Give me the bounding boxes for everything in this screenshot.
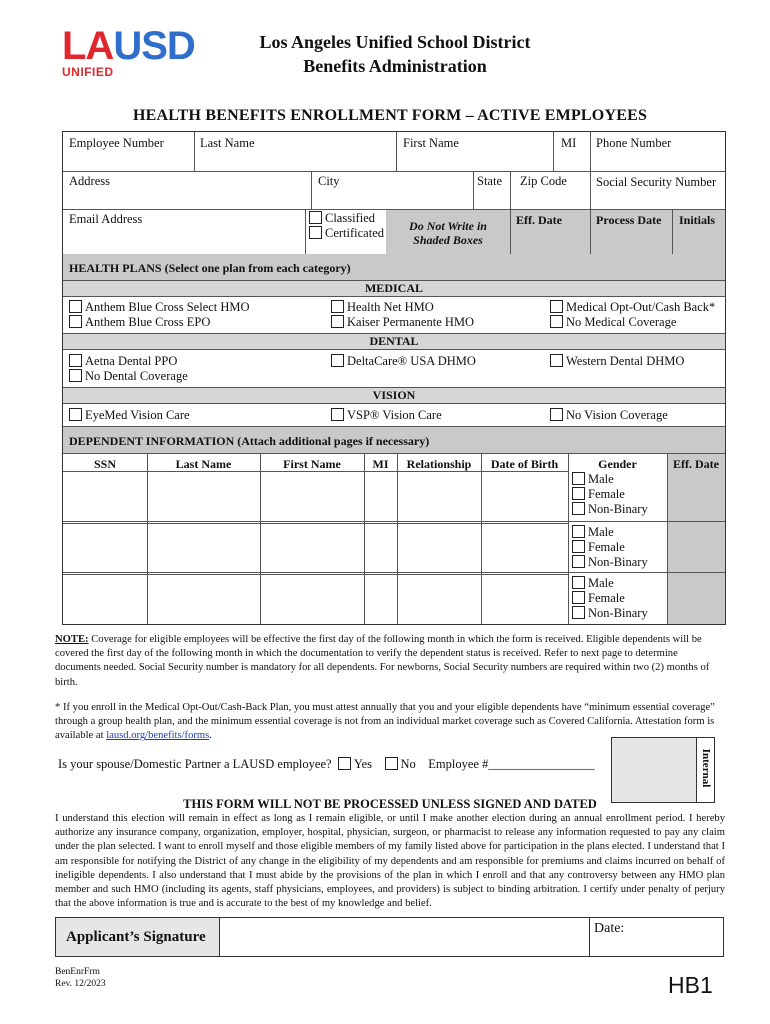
date-field[interactable]: Date: <box>589 918 723 956</box>
spouse-yes-checkbox[interactable] <box>338 757 351 770</box>
department-name: Benefits Administration <box>303 56 487 76</box>
checkbox[interactable] <box>69 315 82 328</box>
checkbox[interactable] <box>572 591 585 604</box>
medical-option[interactable]: Anthem Blue Cross Select HMO <box>69 300 250 315</box>
optout-text: * If you enroll in the Medical Opt-Out/Cash-Back Plan, you must attest annually that you and your eligible dependents have “minimum essential coverage” through a group health plan, and the minimum essential coverage is not from an individual market coverage such as Covered California. Attestation form is available at <box>55 702 715 742</box>
dental-option[interactable]: Aetna Dental PPO <box>69 354 177 369</box>
gender-male[interactable]: Male <box>572 472 614 487</box>
spouse-question: Is your spouse/Domestic Partner a LAUSD employee? <box>58 757 332 771</box>
col-relationship: Relationship <box>406 457 472 471</box>
medical-option[interactable]: Health Net HMO <box>331 300 434 315</box>
checkbox[interactable] <box>69 369 82 382</box>
spouse-no-label: No <box>400 757 416 771</box>
address-label: Address <box>69 174 110 188</box>
checkbox[interactable] <box>550 315 563 328</box>
vision-option[interactable]: No Vision Coverage <box>550 408 668 423</box>
certificated-checkbox[interactable] <box>309 226 322 239</box>
checkbox[interactable] <box>550 408 563 421</box>
col-first-name: First Name <box>283 457 341 471</box>
benefits-forms-link[interactable]: lausd.org/benefits/forms <box>106 730 210 742</box>
gender-male[interactable]: Male <box>572 576 614 591</box>
col-eff-date: Eff. Date <box>673 457 719 471</box>
medical-option[interactable]: Kaiser Permanente HMO <box>331 315 474 330</box>
legal-attestation: I understand this election will remain in effect as long as I remain eligible, or until I make another election during an annual enrollment period. I hereby authorize any insurance company, organization, employer, hospital, physician, surgeon, or pharmacist to release any information requested to pay any claim under the plan selected. I want to enroll myself and those eligible members of my family listed above for participation in the plans elected. I understand that I am responsible for notifying the District of any change in the eligibility of my dependents and am responsible for premiums and claims incurred on behalf of ineligible dependents. I also understand that I must abide by the provisions of the plan in which I enroll and that any controversy between any HMO plan member and such HMO (including its agents, staff physicians, employees, and providers) is subject to binding arbitration. I certify under penalty of perjury that the above information is true and is accurate to the best of my knowledge and belief. <box>55 813 725 910</box>
internal-use-box <box>611 737 715 803</box>
dental-title: DENTAL <box>369 334 419 348</box>
dental-option[interactable]: Western Dental DHMO <box>550 354 684 369</box>
form-id: BenEnrFrm <box>55 967 100 977</box>
checkbox[interactable] <box>572 555 585 568</box>
checkbox[interactable] <box>69 408 82 421</box>
medical-option[interactable]: Medical Opt-Out/Cash Back* <box>550 300 715 315</box>
spouse-yes-label: Yes <box>353 757 373 771</box>
district-name: Los Angeles Unified School District <box>259 32 531 52</box>
note-label: NOTE: <box>55 634 89 645</box>
vision-title: VISION <box>372 388 416 402</box>
internal-label: Internal <box>700 748 712 788</box>
checkbox[interactable] <box>331 315 344 328</box>
spouse-employee-number-field[interactable]: Employee #_________________ <box>428 757 595 771</box>
certificated-option[interactable]: Certificated <box>309 226 384 241</box>
checkbox[interactable] <box>572 525 585 538</box>
gender-non-binary[interactable]: Non-Binary <box>572 555 648 570</box>
checkbox[interactable] <box>331 408 344 421</box>
medical-title: MEDICAL <box>364 281 423 295</box>
dental-option[interactable]: DeltaCare® USA DHMO <box>331 354 476 369</box>
dependent-heading: DEPENDENT INFORMATION (Attach additional pages if necessary) <box>69 434 430 448</box>
logo-subtext: UNIFIED <box>62 65 114 79</box>
checkbox[interactable] <box>331 354 344 367</box>
checkbox[interactable] <box>572 540 585 553</box>
gender-female[interactable]: Female <box>572 487 625 502</box>
phone-label: Phone Number <box>596 136 672 150</box>
zip-label: Zip Code <box>520 174 567 188</box>
gender-non-binary[interactable]: Non-Binary <box>572 606 648 621</box>
col-gender: Gender <box>598 457 637 471</box>
employee-number-label: Employee Number <box>69 136 164 150</box>
classified-checkbox[interactable] <box>309 211 322 224</box>
signature-label: Applicant’s Signature <box>56 918 220 956</box>
col-mi: MI <box>372 457 389 471</box>
city-label: City <box>318 174 340 188</box>
checkbox[interactable] <box>572 487 585 500</box>
form-code: HB1 <box>668 972 713 998</box>
gender-female[interactable]: Female <box>572 591 625 606</box>
last-name-label: Last Name <box>200 136 255 150</box>
coverage-note <box>55 633 723 690</box>
spouse-question-row <box>58 757 595 772</box>
first-name-label: First Name <box>403 136 459 150</box>
checkbox[interactable] <box>550 354 563 367</box>
email-label: Email Address <box>69 212 143 226</box>
dental-option[interactable]: No Dental Coverage <box>69 369 188 384</box>
note-text: Coverage for eligible employees will be effective the first day of the following month in which the form is received. Eligible dependents will be covered the first day of the following month in which the documentation to verify the dependent status is received. Refer to next page to determine documents needed. Social Security number is mandatory for all dependents. For newborns, Social Security numbers are required within two (2) months of birth. <box>55 634 710 688</box>
col-ssn: SSN <box>93 457 116 471</box>
logo-wordmark: LAUSD <box>62 24 195 68</box>
checkbox[interactable] <box>572 472 585 485</box>
ssn-label: Social Security Number <box>596 175 717 189</box>
form-title: HEALTH BENEFITS ENROLLMENT FORM – ACTIVE EMPLOYEES <box>132 107 648 124</box>
mi-label: MI <box>561 136 577 150</box>
checkbox[interactable] <box>69 354 82 367</box>
form-revision: Rev. 12/2023 <box>55 979 106 989</box>
checkbox[interactable] <box>572 502 585 515</box>
gender-female[interactable]: Female <box>572 540 625 555</box>
checkbox[interactable] <box>572 606 585 619</box>
signature-required-notice: THIS FORM WILL NOT BE PROCESSED UNLESS SIGNED AND DATED <box>183 797 597 811</box>
spouse-no-checkbox[interactable] <box>385 757 398 770</box>
signature-row <box>55 917 724 957</box>
checkbox[interactable] <box>331 300 344 313</box>
col-dob: Date of Birth <box>490 457 559 471</box>
initials-label: Initials <box>679 213 716 227</box>
state-label: State <box>477 174 502 188</box>
optout-period: . <box>209 730 212 742</box>
vision-option[interactable]: VSP® Vision Care <box>331 408 442 423</box>
checkbox[interactable] <box>69 300 82 313</box>
form-footer <box>55 966 106 990</box>
classified-option[interactable]: Classified <box>309 211 375 226</box>
col-last-name: Last Name <box>175 457 232 471</box>
gender-male[interactable]: Male <box>572 525 614 540</box>
checkbox[interactable] <box>572 576 585 589</box>
medical-option[interactable]: No Medical Coverage <box>550 315 676 330</box>
health-plans-heading: HEALTH PLANS (Select one plan from each category) <box>69 261 351 275</box>
eff-date-label: Eff. Date <box>516 213 562 227</box>
medical-option[interactable]: Anthem Blue Cross EPO <box>69 315 210 330</box>
vision-option[interactable]: EyeMed Vision Care <box>69 408 190 423</box>
checkbox[interactable] <box>550 300 563 313</box>
process-date-label: Process Date <box>596 213 662 227</box>
enrollment-grid <box>62 131 726 625</box>
do-not-write-note-1: Do Not Write in <box>409 219 487 233</box>
gender-non-binary[interactable]: Non-Binary <box>572 502 648 517</box>
do-not-write-note-2: Shaded Boxes <box>413 233 483 247</box>
